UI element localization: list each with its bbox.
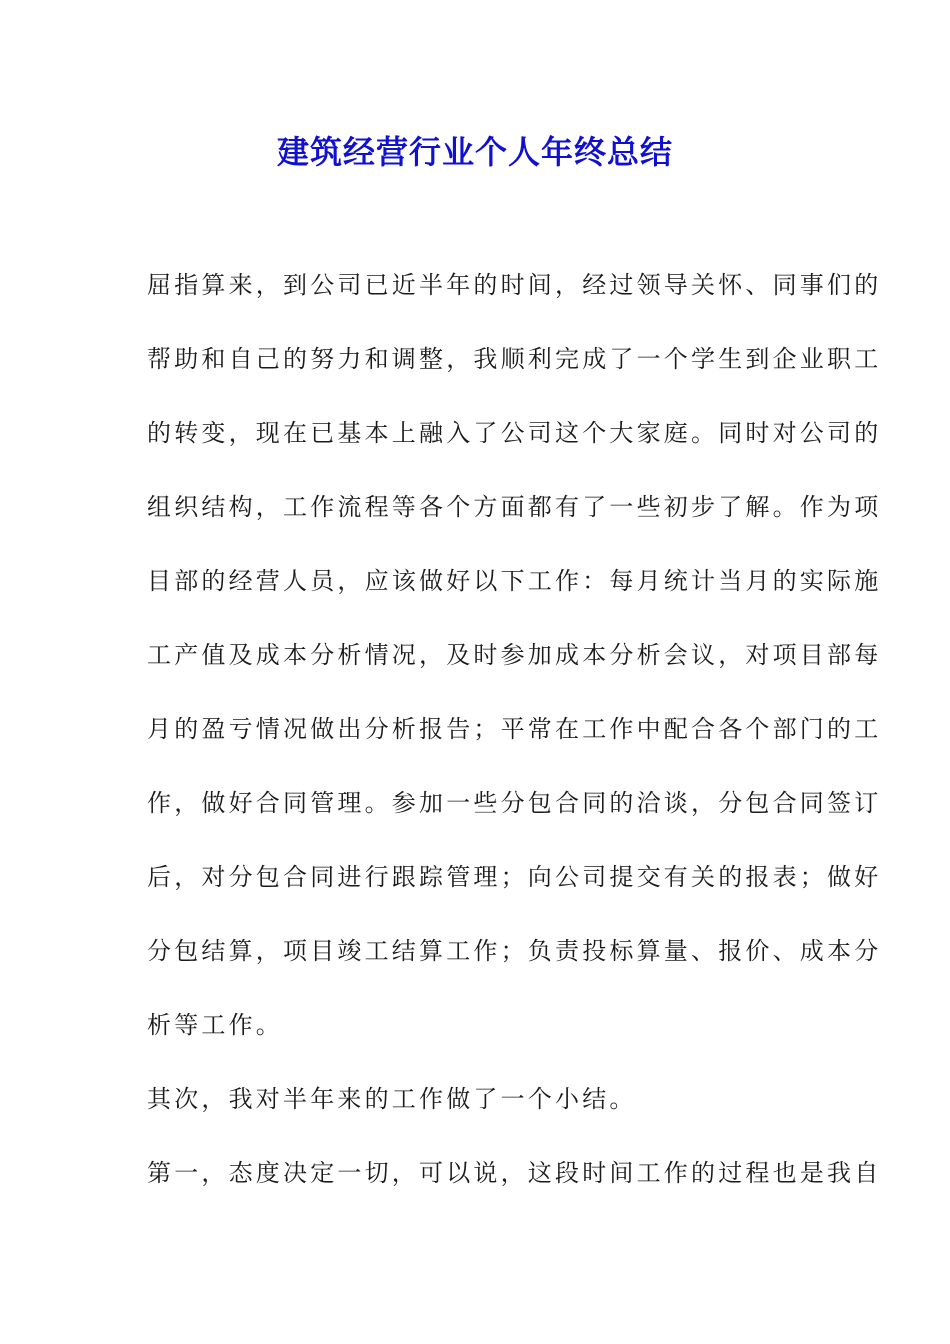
text-line: 后，对分包合同进行跟踪管理；向公司提交有关的报表；做好 [147, 863, 882, 891]
document-title: 建筑经营行业个人年终总结 [276, 133, 673, 171]
text-line: 月的盈亏情况做出分析报告；平常在工作中配合各个部门的工 [147, 715, 882, 743]
text-line: 工产值及成本分析情况，及时参加成本分析会议，对项目部每 [147, 641, 882, 669]
document-body [147, 262, 882, 1224]
text-line: 析等工作。 [147, 1011, 283, 1039]
paragraph-second [147, 1076, 807, 1150]
text-line: 帮助和自己的努力和调整，我顺利完成了一个学生到企业职工 [147, 345, 882, 373]
paragraph-first-point [147, 1150, 882, 1224]
text-line: 屈指算来，到公司已近半年的时间，经过领导关怀、同事们的 [147, 271, 882, 299]
text-line: 其次，我对半年来的工作做了一个小结。 [147, 1085, 637, 1113]
text-line: 作，做好合同管理。参加一些分包合同的洽谈，分包合同签订 [147, 789, 882, 817]
text-line: 组织结构，工作流程等各个方面都有了一些初步了解。作为项 [147, 493, 882, 521]
text-line: 的转变，现在已基本上融入了公司这个大家庭。同时对公司的 [147, 419, 882, 447]
paragraph-intro [147, 262, 882, 1076]
text-line: 第一，态度决定一切，可以说，这段时间工作的过程也是我自 [147, 1159, 882, 1187]
text-line: 分包结算，项目竣工结算工作；负责投标算量、报价、成本分 [147, 937, 882, 965]
text-line: 目部的经营人员，应该做好以下工作：每月统计当月的实际施 [147, 567, 882, 595]
